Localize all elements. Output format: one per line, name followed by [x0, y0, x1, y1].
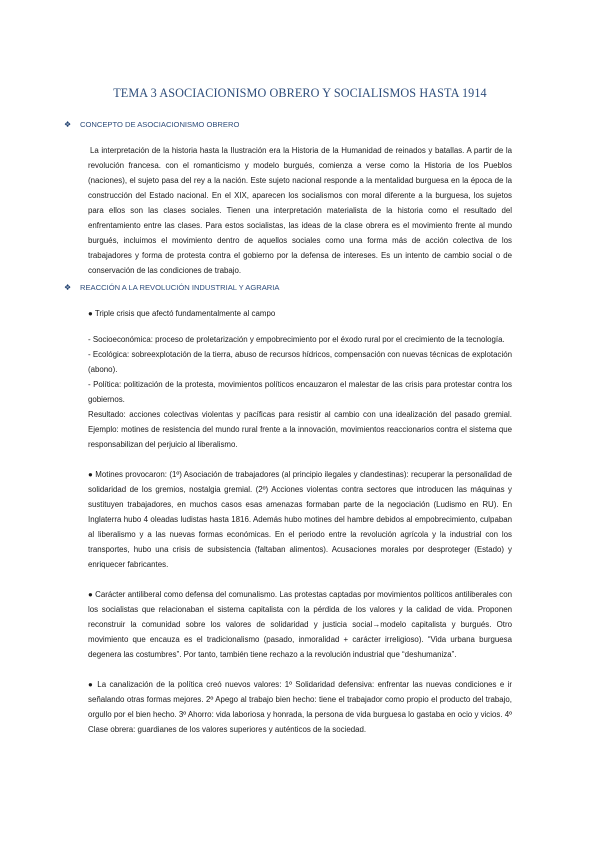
list-item: - Ecológica: sobreexplotación de la tierra, abuso de recursos hídricos, compensación con nuevas técnicas de explotación (abono). — [88, 350, 512, 374]
section-reaccion-body — [88, 306, 512, 737]
paragraph-motines: ● Motines provocaron: (1º) Asociación de trabajadores (al principio ilegales y clandestinas): recuperar la personalidad de solidaridad de los gremios, nostalgia gremial. (2º) Acciones violentas contra sectores que introducen las máquinas y sustituyen trabajadores, en muchos casos esas amenazas formaban parte de la negociación (Ludismo en RU). En Inglaterra hubo 4 oleadas ludistas hasta 1816. Además hubo motines del hambre debidos al empobrecimiento, culpaban al liberalismo y a las nuevas formas económicas. En el periodo entre la revolución agrícola y la industrial con los transportes, hubo una crisis de subsistencia (faltaban alimentos). Acusaciones morales por desproteger (Estado) y enriquecer fabricantes. — [88, 470, 512, 569]
list-item: - Socioeconómica: proceso de proletarización y empobrecimiento por el éxodo rural por el crecimiento de la tecnología. — [88, 335, 505, 344]
diamond-bullet-icon: ❖ — [64, 283, 72, 292]
section-heading-text: CONCEPTO DE ASOCIACIONISMO OBRERO — [80, 120, 240, 129]
paragraph-canalizacion: ● La canalización de la política creó nuevos valores: 1º Solidaridad defensiva: enfrentar las nuevas condiciones e ir señalando otras formas mejores. 2º Apego al trabajo bien hecho: tiene el trabajador como propio el producto del trabajo, orgullo por el bien hecho. 3º Ahorro: vida laboriosa y honrada, la persona de vida burguesa lo gastaba en ocio y vicios. 4º Clase obrera: guardianes de los valores superiores y auténticos de la sociedad. — [88, 680, 512, 734]
list-item: Resultado: acciones colectivas violentas y pacíficas para resistir al cambio con una idealización del pasado gremial. Ejemplo: motines de resistencia del mundo rural frente a la innovación, movimientos reaccionarios contra el sistema que responsabilizan del perjuicio al liberalismo. — [88, 410, 512, 449]
paragraph-antiliberal: ● Carácter antiliberal como defensa del comunalismo. Las protestas captadas por movimientos políticos antiliberales con los socialistas que relacionaban el sistema capitalista con la pérdida de los valores y la calidad de vida. Proponen reconstruir la comunidad sobre los valores de solidaridad y justicia social→modelo capitalista y burgués. Otro movimiento que encauza es el tradicionalismo (pasado, inmoralidad + carácter irreligioso). “Vida urbana burguesa degenera las costumbres”. Por tanto, también tiene rechazo a la revolución industrial que “deshumaniza”. — [88, 590, 512, 659]
document-title: TEMA 3 ASOCIACIONISMO OBRERO Y SOCIALISMOS HASTA 1914 — [113, 86, 487, 100]
section-concepto-body — [88, 143, 512, 278]
section-heading-concepto — [64, 120, 239, 129]
diamond-bullet-icon: ❖ — [64, 120, 72, 129]
section-heading-text: REACCIÓN A LA REVOLUCIÓN INDUSTRIAL Y AGRARIA — [80, 283, 280, 292]
paragraph-triple-crisis: ● Triple crisis que afectó fundamentalmente al campo — [88, 309, 276, 318]
list-item: - Política: politización de la protesta, movimientos políticos encauzaron el malestar de las crisis para protestar contra los gobiernos. — [88, 380, 512, 404]
paragraph-concepto: La interpretación de la historia hasta la Ilustración era la Historia de la Humanidad de reinados y batallas. A partir de la revolución francesa. con el romanticismo y modelo burgués, comienza a verse como la Historia de los Pueblos (naciones), el sujeto pasa del rey a la nación. Este sujeto nacional responde a la mentalidad burguesa en la época de la construcción del Estado nacional. En el XIX, aparecen los socialismos con moral diferente a la burguesa, los sujetos para ellos son las clases sociales. Tienen una interpretación materialista de la historia como el resultado del enfrentamiento entre las clases. Para estos socialistas, las ideas de la clase obrera es el movimiento frente al mundo burgués, incluimos el movimiento dentro de aquellos sociales como una forma más de acción colectiva de los trabajadores y forma de protesta contra el gobierno por la defensa de intereses. Es un intento de cambio social o de conservación de las condiciones de trabajo. — [88, 146, 512, 275]
section-heading-reaccion — [64, 283, 279, 292]
